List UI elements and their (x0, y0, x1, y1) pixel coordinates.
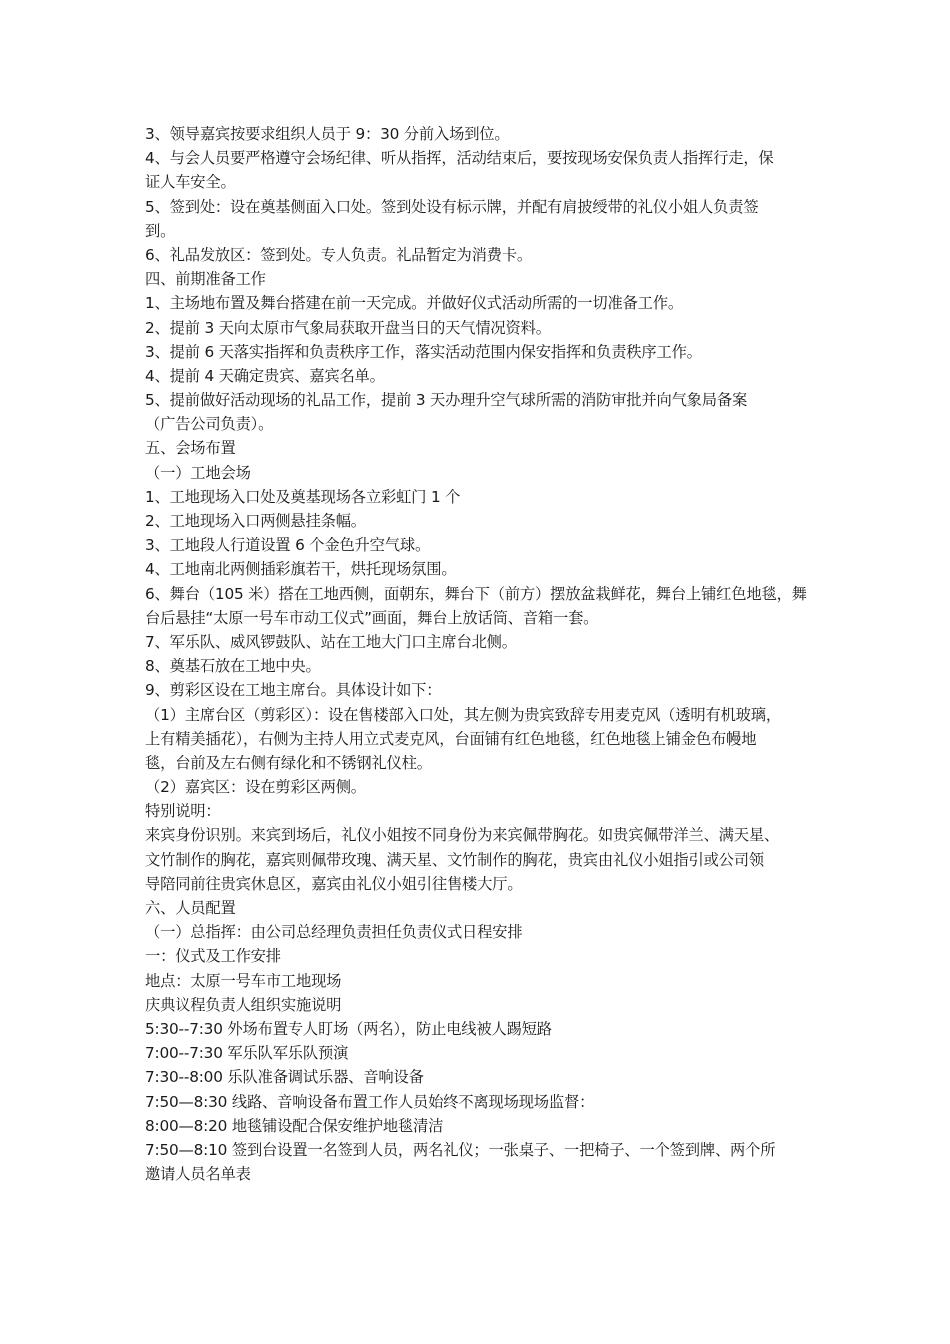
text-line: （2）嘉宾区：设在剪彩区两侧。 (145, 778, 366, 797)
text-line: 8、奠基石放在工地中央。 (145, 657, 321, 676)
text-line: 2、工地现场入口两侧悬挂条幅。 (145, 512, 366, 530)
text-line: 到。 (145, 221, 176, 240)
section-heading: 五、会场布置 (145, 439, 236, 458)
text-line: 3、提前 6 天落实指挥和负责秩序工作，落实活动范围内保安指挥和负责秩序工作。 (145, 342, 702, 361)
text-line: 一：仪式及工作安排 (145, 947, 281, 966)
text-line: 9、剪彩区设在工地主席台。具体设计如下： (145, 681, 442, 700)
text-line: 特别说明： (145, 802, 221, 821)
text-line: 导陪同前往贵宾休息区，嘉宾由礼仪小姐引往售楼大厅。 (145, 874, 523, 893)
schedule-line: 5:30--7:30 外场布置专人盯场（两名），防止电线被人踢短路 (145, 1019, 552, 1038)
text-line: 上有精美插花），右侧为主持人用立式麦克风，台面铺有红色地毯，红色地毯上铺金色布幔地 (145, 729, 757, 748)
text-line: 文竹制作的胸花，嘉宾则佩带玫瑰、满天星、文竹制作的胸花，贵宾由礼仪小姐指引或公司领 (145, 850, 764, 869)
schedule-line: 8:00—8:20 地毯铺设配合保安维护地毯清洁 (145, 1116, 444, 1135)
subsection-heading: （一）总指挥：由公司总经理负责担任负责仪式日程安排 (145, 923, 523, 942)
text-line: 来宾身份识别。来宾到场后，礼仪小姐按不同身份为来宾佩带胸花。如贵宾佩带洋兰、满天星、 (145, 826, 780, 845)
text-line: 6、礼品发放区：签到处。专人负责。礼品暂定为消费卡。 (145, 245, 532, 264)
schedule-line: 邀请人员名单表 (145, 1165, 251, 1184)
text-line: 5、提前做好活动现场的礼品工作，提前 3 天办理升空气球所需的消防审批并向气象局备案 (145, 391, 748, 410)
text-line: （1）主席台区（剪彩区）：设在售楼部入口处，其左侧为贵宾致辞专用麦克风（透明有机玻璃， (145, 705, 781, 724)
schedule-line: 7:00--7:30 军乐队军乐队预演 (145, 1044, 349, 1063)
text-line: 1、主场地布置及舞台搭建在前一天完成。并做好仪式活动所需的一切准备工作。 (145, 294, 683, 313)
text-line: 1、工地现场入口处及奠基现场各立彩虹门 1 个 (145, 487, 461, 506)
schedule-line: 7:30--8:00 乐队准备调试乐器、音响设备 (145, 1068, 424, 1087)
text-line: 证人车安全。 (145, 173, 236, 192)
text-line: 4、工地南北两侧插彩旗若干，烘托现场氛围。 (145, 560, 457, 579)
text-line: 毯，台前及左右侧有绿化和不锈钢礼仪柱。 (145, 753, 432, 772)
text-line: 3、领导嘉宾按要求组织人员于 9：30 分前入场到位。 (145, 125, 510, 143)
document-page (145, 122, 813, 1186)
section-heading: 四、前期准备工作 (145, 270, 266, 289)
text-line: 4、提前 4 天确定贵宾、嘉宾名单。 (145, 366, 385, 385)
text-line: 6、舞台（105 米）搭在工地西侧，面朝东，舞台下（前方）摆放盆栽鲜花，舞台上铺红色地毯，舞 (145, 584, 807, 603)
subsection-heading: （一）工地会场 (145, 463, 251, 482)
schedule-line: 7:50—8:10 签到台设置一名签到人员，两名礼仪；一张桌子、一把椅子、一个签到牌、两个所 (145, 1140, 776, 1159)
schedule-line: 7:50—8:30 线路、音响设备布置工作人员始终不离现场现场监督： (145, 1092, 595, 1111)
section-heading: 六、人员配置 (145, 899, 236, 917)
text-line: 2、提前 3 天向太原市气象局获取开盘当日的天气情况资料。 (145, 318, 551, 337)
text-line: （广告公司负责）。 (145, 415, 274, 434)
text-line: 7、军乐队、威风锣鼓队、站在工地大门口主席台北侧。 (145, 632, 517, 651)
text-line: 庆典议程负责人组织实施说明 (145, 995, 342, 1014)
text-line: 3、工地段人行道设置 6 个金色升空气球。 (145, 536, 431, 555)
text-line: 地点：太原一号车市工地现场 (145, 971, 342, 990)
text-line: 4、与会人员要严格遵守会场纪律、听从指挥，活动结束后，要按现场安保负责人指挥行走，保 (145, 149, 774, 168)
text-line: 5、签到处：设在奠基侧面入口处。签到处设有标示牌，并配有肩披绶带的礼仪小姐人负责签 (145, 197, 759, 216)
text-line: 台后悬挂“太原一号车市动工仪式”画面，舞台上放话筒、音箱一套。 (145, 608, 599, 627)
